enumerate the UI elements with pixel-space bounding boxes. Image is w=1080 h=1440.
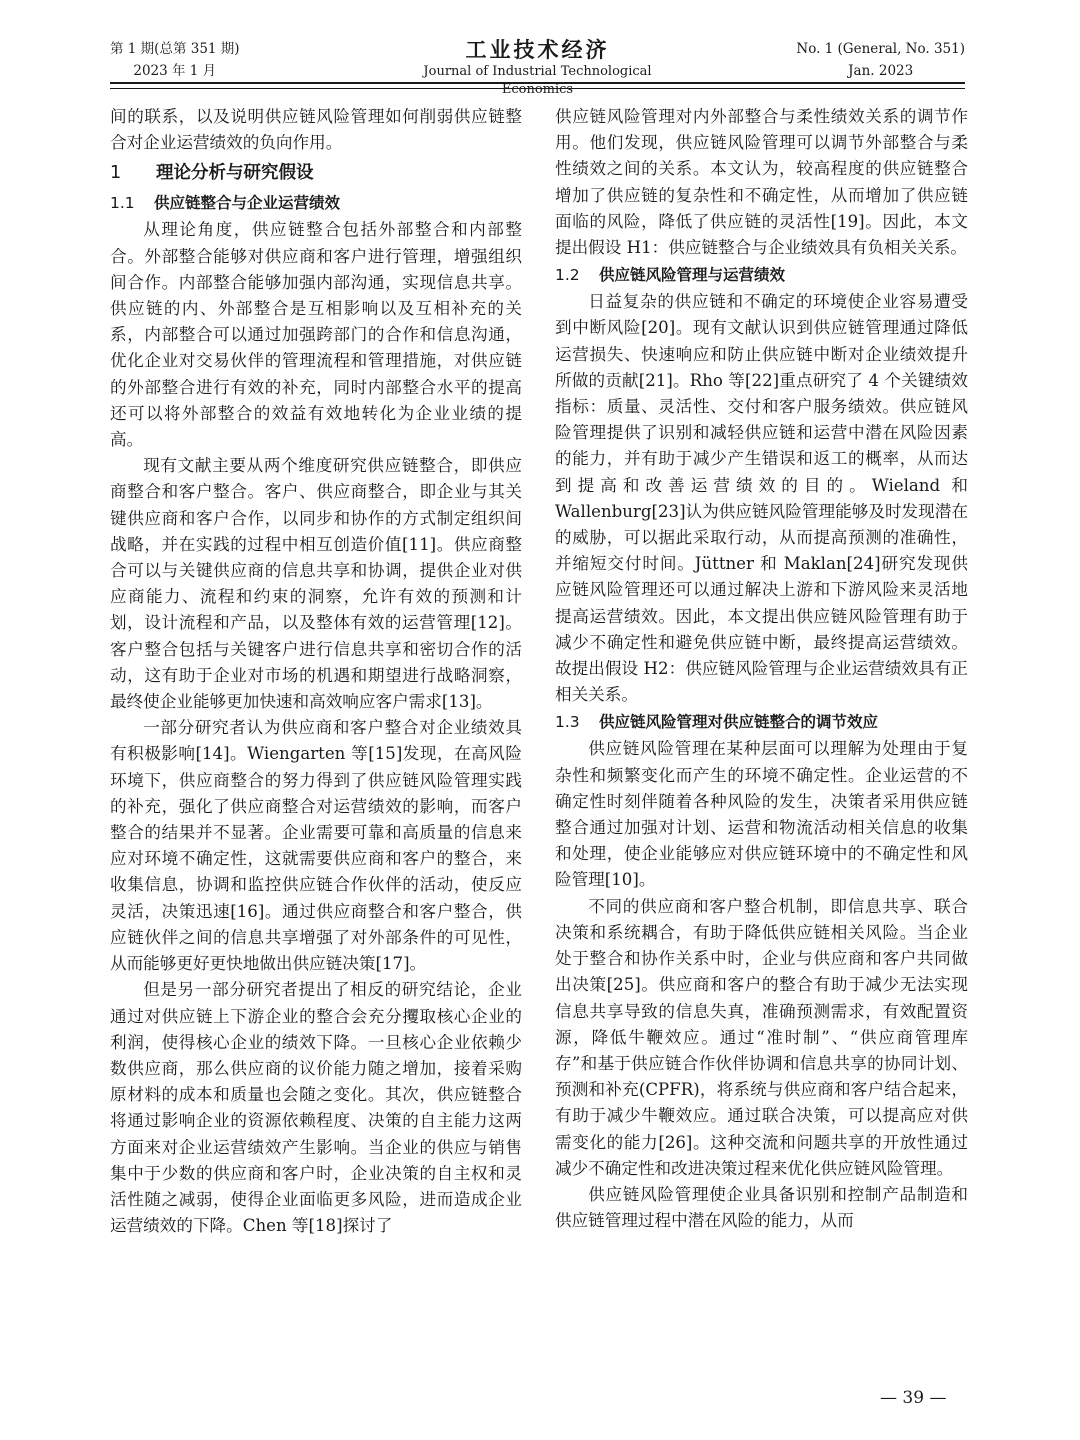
subsection-number: 1.1 bbox=[110, 194, 135, 213]
paragraph: 供应链风险管理使企业具备识别和控制产品制造和供应链管理过程中潜在风险的能力，从而 bbox=[555, 1184, 968, 1231]
paragraph: 但是另一部分研究者提出了相反的研究结论，企业通过对供应链上下游企业的整合会充分攫取核心企业的利润，使得核心企业的绩效下降。一旦核心企业依赖少数供应商，那么供应商的议价能力随之增加，接着采购原材料的成本和质量也会随之变化。其次，供应链整合将通过影响企业的资源依赖程度、决策的自主能力这两方面来对企业运营绩效产生影响。当企业的供应与销售集中于少数的供应商和客户时，企业决策的自主权和灵活性随之减弱，使得企业面临更多风险，进而造成企业运营绩效的下降。Chen 等[18]探讨了 bbox=[110, 980, 522, 1236]
issue-date: 2023 年 1 月 bbox=[133, 63, 217, 79]
subsection-title: 供应链风险管理对供应链整合的调节效应 bbox=[599, 713, 879, 732]
section-heading bbox=[110, 158, 522, 188]
running-header bbox=[110, 37, 965, 97]
subsection-title: 供应链风险管理与运营绩效 bbox=[599, 266, 786, 285]
paragraph: 间的联系，以及说明供应链风险管理如何削弱供应链整合对企业运营绩效的负向作用。 bbox=[110, 107, 522, 153]
subsection-title: 供应链整合与企业运营绩效 bbox=[154, 194, 341, 213]
journal-title-cn: 工业技术经济 bbox=[465, 37, 610, 62]
header-rule-thick bbox=[110, 82, 965, 84]
paragraph: 现有文献主要从两个维度研究供应链整合，即供应商整合和客户整合。客户、供应商整合，即企业与其关键供应商和客户合作，以同步和协作的方式制定组织间战略，并在实践的过程中相互创造价值[11]。供应商整合可以与关键供应商的信息共享和协调，提供企业对供应商能力、流程和约束的洞察，允许有效的预测和计划，设计流程和产品，以及整体有效的运营管理[12]。客户整合包括与关键客户进行信息共享和密切合作的活动，这有助于企业对市场的机遇和期望进行战略洞察，最终使企业能够更加快速和高效响应客户需求[13]。 bbox=[110, 456, 522, 712]
paragraph: 一部分研究者认为供应商和客户整合对企业绩效具有积极影响[14]。Wiengarten 等[15]发现，在高风险环境下，供应商整合的努力得到了供应链风险管理实践的补充，强化了供应商整合对运营绩效的影响，而客户整合的结果并不显著。企业需要可靠和高质量的信息来应对环境不确定性，这就需要供应商和客户的整合，来收集信息，协调和监控供应链合作伙伴的活动，使反应灵活，决策迅速[16]。通过供应商整合和客户整合，供应链伙伴之间的信息共享增强了对外部条件的可见性，从而能够更好更快地做出供应链决策[17]。 bbox=[110, 718, 522, 974]
issue-info bbox=[110, 38, 240, 82]
subsection-heading bbox=[110, 190, 522, 216]
paragraph: 供应链风险管理在某种层面可以理解为处理由于复杂性和频繁变化而产生的环境不确定性。企业运营的不确定性时刻伴随着各种风险的发生，决策者采用供应链整合通过加强对计划、运营和物流活动相关信息的收集和处理，使企业能够应对供应链环境中的不确定性和风险管理[10]。 bbox=[555, 739, 968, 890]
subsection-heading bbox=[555, 709, 968, 735]
journal-title bbox=[410, 38, 665, 99]
subsection-heading bbox=[555, 262, 968, 288]
section-number: 1 bbox=[110, 163, 122, 184]
header-rule-thin bbox=[110, 88, 965, 89]
issue-date-en: Jan. 2023 bbox=[848, 63, 914, 79]
issue-info-en bbox=[796, 38, 965, 82]
right-column bbox=[555, 104, 968, 1234]
issue-number: 第 1 期(总第 351 期) bbox=[110, 41, 240, 57]
journal-title-en: Journal of Industrial Technological Economics bbox=[423, 64, 652, 97]
left-column bbox=[110, 104, 522, 1239]
subsection-number: 1.2 bbox=[555, 266, 580, 285]
issue-number-en: No. 1 (General, No. 351) bbox=[796, 41, 965, 57]
paragraph: 从理论角度，供应链整合包括外部整合和内部整合。外部整合能够对供应商和客户进行管理，增强组织间合作。内部整合能够加强内部沟通，实现信息共享。供应链的内、外部整合是互相影响以及互相补充的关系，内部整合可以通过加强跨部门的合作和信息沟通，优化企业对交易伙伴的管理流程和管理措施，对供应链的外部整合进行有效的补充，同时内部整合水平的提高还可以将外部整合的效益有效地转化为企业业绩的提高。 bbox=[110, 220, 522, 450]
paragraph: 供应链风险管理对内外部整合与柔性绩效关系的调节作用。他们发现，供应链风险管理可以调节外部整合与柔性绩效之间的关系。本文认为，较高程度的供应链整合增加了供应链的复杂性和不确定性，从而增加了供应链面临的风险，降低了供应链的灵活性[19]。因此，本文提出假设 H1：供应链整合与企业绩效具有负相关关系。 bbox=[555, 107, 968, 258]
page-number: — 39 — bbox=[880, 1388, 947, 1408]
paragraph: 不同的供应商和客户整合机制，即信息共享、联合决策和系统耦合，有助于降低供应链相关风险。当企业处于整合和协作关系中时，企业与供应商和客户共同做出决策[25]。供应商和客户的整合有助于减少无法实现信息共享导致的信息失真，准确预测需求，有效配置资源，降低牛鞭效应。通过“准时制”、“供应商管理库存”和基于供应链合作伙伴协调和信息共享的协同计划、预测和补充(CPFR)，将系统与供应商和客户结合起来，有助于减少牛鞭效应。通过联合决策，可以提高应对供需变化的能力[26]。这种交流和问题共享的开放性通过减少不确定性和改进决策过程来优化供应链风险管理。 bbox=[555, 896, 968, 1178]
section-title: 理论分析与研究假设 bbox=[156, 163, 314, 184]
subsection-number: 1.3 bbox=[555, 713, 580, 732]
paragraph: 日益复杂的供应链和不确定的环境使企业容易遭受到中断风险[20]。现有文献认识到供应链管理通过降低运营损失、快速响应和防止供应链中断对企业绩效提升所做的贡献[21]。Rho 等[22]重点研究了 4 个关键绩效指标：质量、灵活性、交付和客户服务绩效。供应链风险管理提供了识别和减轻供应链和运营中潜在风险因素的能力，并有助于减少产生错误和返工的概率，从而达到提高和改善运营绩效的目的。Wieland 和 Wallenburg[23]认为供应链风险管理能够及时发现潜在的威胁，可以据此采取行动，从而提高预测的准确性，并缩短交付时间。Jüttner 和 Maklan[24]研究发现供应链风险管理还可以通过解决上游和下游风险来灵活地提高运营绩效。因此，本文提出供应链风险管理有助于减少不确定性和避免供应链中断，最终提高运营绩效。故提出假设 H2：供应链风险管理与企业运营绩效具有正相关关系。 bbox=[555, 292, 968, 705]
